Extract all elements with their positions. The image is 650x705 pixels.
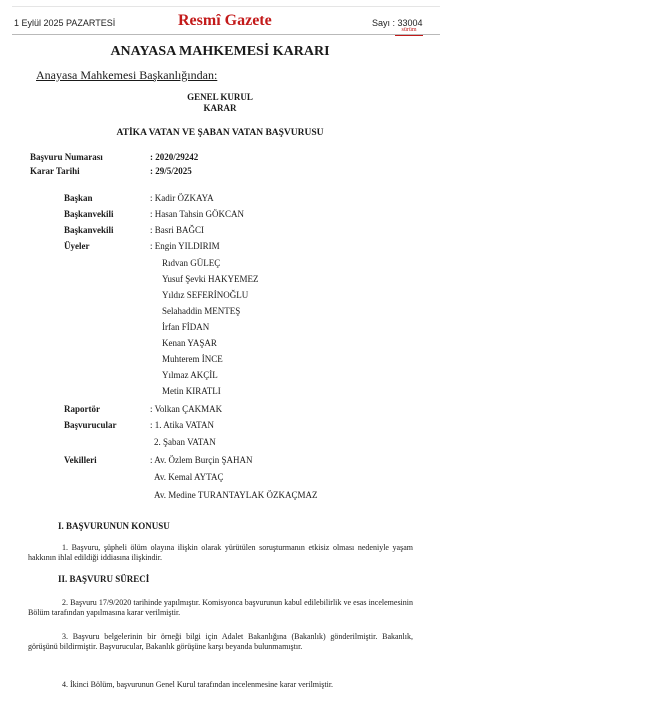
member-name: İrfan FİDAN [162, 322, 210, 332]
member-name: Kenan YAŞAR [162, 338, 217, 348]
case-title: ATİKA VATAN VE ŞABAN VATAN BAŞVURUSU [116, 128, 324, 138]
basvurucular-value-2: 2. Şaban VATAN [154, 437, 216, 447]
member-name: Yusuf Şevki HAKYEMEZ [162, 274, 259, 284]
baskanvekili-label-2: Başkanvekili [64, 225, 114, 235]
baskanvekili-value-2: : Basri BAĞCI [150, 225, 204, 235]
section-heading-2: II. BAŞVURU SÜRECİ [58, 574, 150, 584]
header-date: 1 Eylül 2025 PAZARTESİ [14, 18, 116, 28]
raportor-value: : Volkan ÇAKMAK [150, 404, 223, 414]
baskan-label: Başkan [64, 193, 93, 203]
vekilleri-value-2: Av. Kemal AYTAÇ [154, 472, 224, 482]
kurul-line-2: KARAR [203, 103, 237, 113]
baskanvekili-value-1: : Hasan Tahsin GÖKCAN [150, 209, 244, 219]
gazette-title: Resmî Gazete [178, 12, 272, 29]
paragraph-3: 3. Başvuru belgelerinin bir örneği bilgi için Adalet Bakanlığına (Bakanlık) gönderilmiştir. Bakanlık, görüşünü bildirmiştir. Başvurucular, Bakanlık görüşüne karşı beyanda bulunmamıştır. [28, 632, 413, 651]
basvuru-value: : 2020/29242 [150, 152, 199, 162]
kurul-heading [0, 92, 440, 114]
karar-label: Karar Tarihi [30, 166, 80, 176]
vekilleri-label: Vekilleri [64, 455, 97, 465]
document-title: ANAYASA MAHKEMESİ KARARI [110, 44, 330, 59]
vekilleri-value-1: : Av. Özlem Burçin ŞAHAN [150, 455, 253, 465]
member-name: Selahaddin MENTEŞ [162, 306, 241, 316]
member-name: Yıldız SEFERİNOĞLU [162, 290, 249, 300]
paragraph-2: 2. Başvuru 17/9/2020 tarihinde yapılmıştır. Komisyonca başvurunun kabul edilebilirlik ve esas incelemesinin Bölüm tarafından yapılmasına karar verilmiştir. [28, 598, 413, 617]
member-name: Muhterem İNCE [162, 354, 223, 364]
baskanvekili-label-1: Başkanvekili [64, 209, 114, 219]
issuer-heading: Anayasa Mahkemesi Başkanlığından: [36, 68, 218, 82]
section-heading-1: I. BAŞVURUNUN KONUSU [58, 521, 170, 531]
kurul-line-1: GENEL KURUL [187, 92, 253, 102]
uyeler-first: : Engin YILDIRIM [150, 241, 220, 251]
paragraph-1: 1. Başvuru, şüpheli ölüm olayına ilişkin olarak yürütülen soruşturmanın etkisiz olması nedeniyle yaşam hakkının ihlal edildiği iddiasına ilişkindir. [28, 543, 413, 562]
basvurucular-label: Başvurucular [64, 420, 117, 430]
karar-value: : 29/5/2025 [150, 166, 192, 176]
member-name: Metin KIRATLI [162, 386, 221, 396]
basvuru-label: Başvuru Numarası [30, 152, 103, 162]
vekilleri-value-3: Av. Medine TURANTAYLAK ÖZKAÇMAZ [154, 490, 318, 500]
baskan-value: : Kadir ÖZKAYA [150, 193, 214, 203]
paragraph-4: 4. İkinci Bölüm, başvurunun Genel Kurul tarafından incelenmesine karar verilmiştir. [62, 680, 334, 689]
top-rule [12, 6, 440, 7]
issue-number: Sayı : 33004 [372, 18, 423, 28]
member-name: Yılmaz AKÇİL [162, 370, 218, 380]
raportor-label: Raportör [64, 404, 100, 414]
stamp-mark: sürüm [395, 27, 423, 36]
basvurucular-value-1: : 1. Atika VATAN [150, 420, 214, 430]
member-name: Rıdvan GÜLEÇ [162, 258, 221, 268]
uyeler-label: Üyeler [64, 241, 90, 251]
header-rule [12, 34, 440, 35]
